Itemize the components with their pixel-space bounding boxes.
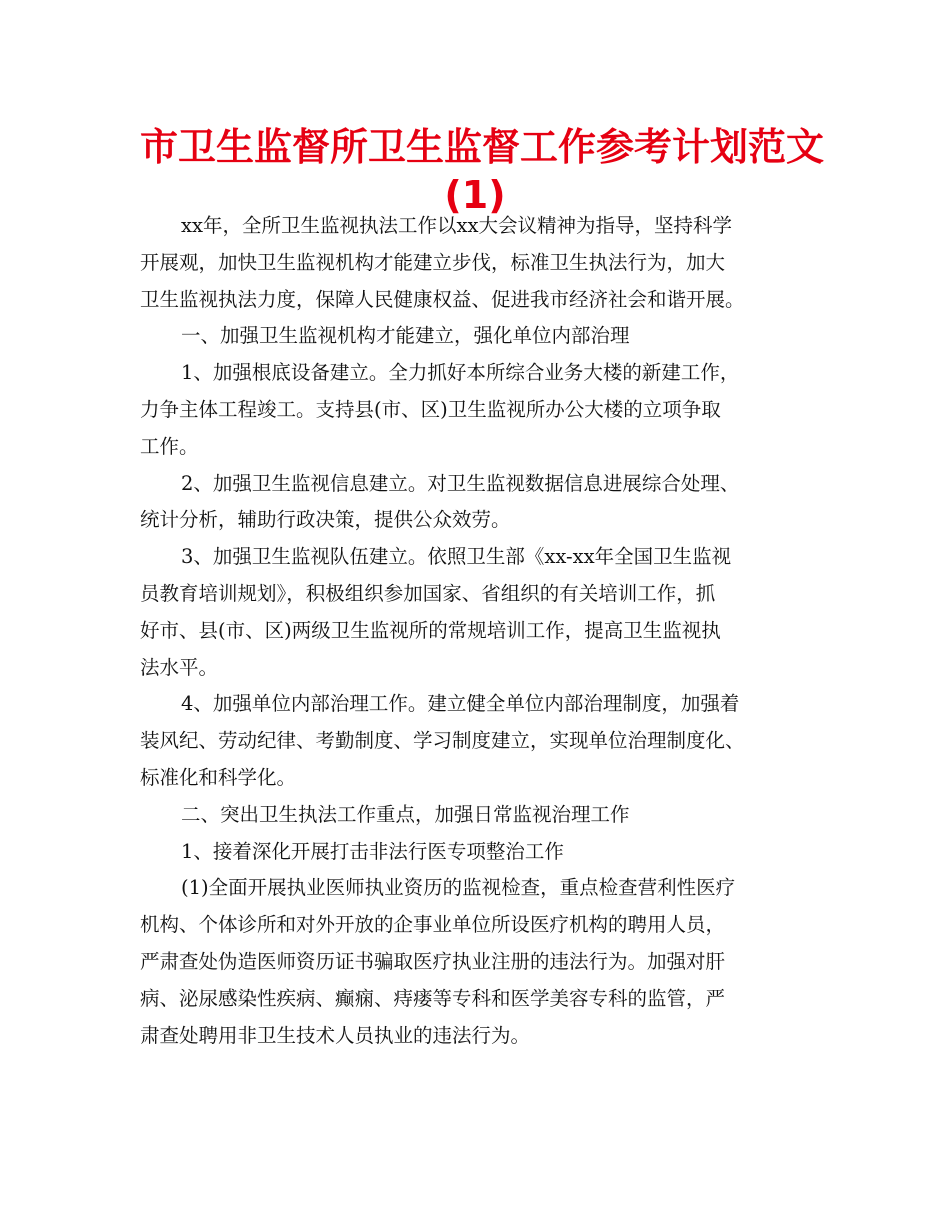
subsection-heading: 1、接着深化开展打击非法行医专项整治工作 <box>181 839 564 863</box>
paragraph-line: 标准化和科学化。 <box>140 765 297 789</box>
paragraph-line: 卫生监视执法力度，保障人民健康权益、促进我市经济社会和谐开展。 <box>140 287 745 311</box>
document-title-suffix: (1) <box>444 173 506 217</box>
paragraph-line: 统计分析，辅助行政决策，提供公众效劳。 <box>140 508 511 532</box>
paragraph-line: 装风纪、劳动纪律、考勤制度、学习制度建立，实现单位治理制度化、 <box>140 729 745 753</box>
section-heading: 一、加强卫生监视机构才能建立，强化单位内部治理 <box>181 324 630 348</box>
paragraph-line: 严肃查处伪造医师资历证书骗取医疗执业注册的违法行为。加强对肝 <box>140 949 726 973</box>
section-heading: 二、突出卫生执法工作重点，加强日常监视治理工作 <box>181 802 630 826</box>
document-title: 市卫生监督所卫生监督工作参考计划范文 <box>140 125 825 169</box>
paragraph-line: 工作。 <box>140 434 199 458</box>
paragraph-line: 4、加强单位内部治理工作。建立健全单位内部治理制度，加强着 <box>181 692 740 716</box>
paragraph-line: 肃查处聘用非卫生技术人员执业的违法行为。 <box>140 1023 531 1047</box>
paragraph-line: (1)全面开展执业医师执业资历的监视检查，重点检查营利性医疗 <box>181 876 736 900</box>
paragraph-line: 3、加强卫生监视队伍建立。依照卫生部《xx-xx年全国卫生监视 <box>181 545 732 569</box>
paragraph-line: 病、泌尿感染性疾病、癫痫、痔瘘等专科和医学美容专科的监管，严 <box>140 986 726 1010</box>
document-body <box>140 208 820 1054</box>
paragraph-line: xx年，全所卫生监视执法工作以xx大会议精神为指导，坚持科学 <box>181 214 732 237</box>
paragraph-line: 1、加强根底设备建立。全力抓好本所综合业务大楼的新建工作， <box>181 361 740 385</box>
paragraph-line: 开展观，加快卫生监视机构才能建立步伐，标准卫生执法行为，加大 <box>140 250 726 274</box>
paragraph-line: 法水平。 <box>140 655 219 679</box>
paragraph-line: 2、加强卫生监视信息建立。对卫生监视数据信息进展综合处理、 <box>181 471 740 495</box>
paragraph-line: 力争主体工程竣工。支持县(市、区)卫生监视所办公大楼的立项争取 <box>140 397 721 421</box>
paragraph-line: 机构、个体诊所和对外开放的企事业单位所设医疗机构的聘用人员， <box>140 913 726 937</box>
paragraph-line: 员教育培训规划》，积极组织参加国家、省组织的有关培训工作，抓 <box>140 581 716 605</box>
paragraph-line: 好市、县(市、区)两级卫生监视所的常规培训工作，提高卫生监视执 <box>140 618 721 642</box>
